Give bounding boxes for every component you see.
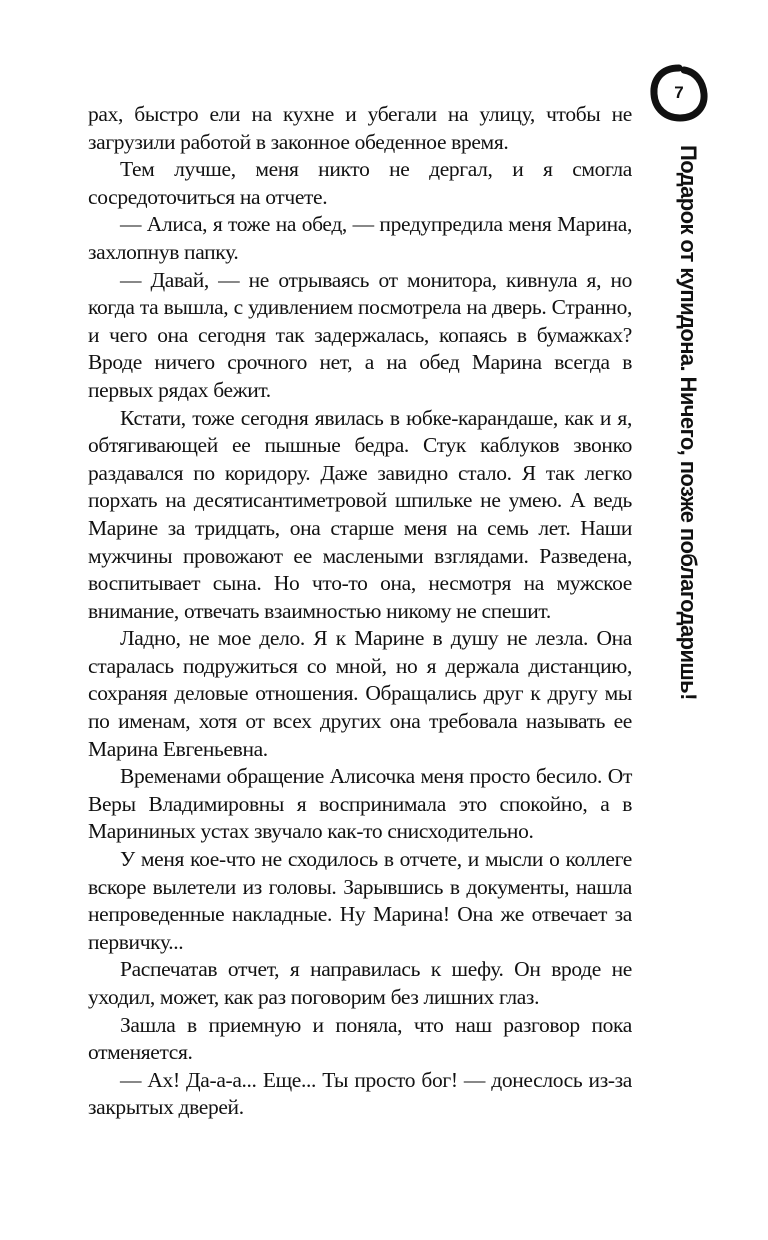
paragraph: рах, быстро ели на кухне и убегали на улицу, чтобы не загрузили работой в законное обеденное время.	[88, 102, 632, 154]
body-text	[88, 101, 632, 1122]
paragraph: Тем лучше, меня никто не дергал, и я смогла сосредоточиться на отчете.	[88, 157, 632, 209]
page-number-badge	[648, 64, 710, 122]
paragraph: — Ах! Да-а-а... Еще... Ты просто бог! — донеслось из-за закрытых дверей.	[88, 1067, 632, 1120]
running-title: Подарок от купидона. Ничего, позже поблагодаришь!	[676, 145, 701, 700]
paragraph: Распечатав отчет, я направилась к шефу. Он вроде не уходил, может, как раз поговорим без лишних глаз.	[88, 957, 632, 1009]
paragraph: Временами обращение Алисочка меня просто бесило. От Веры Владимировны я воспринимала это спокойно, а в Марининых устах звучало как-то снисходительно.	[88, 764, 632, 844]
paragraph: — Алиса, я тоже на обед, — предупредила меня Марина, захлопнув папку.	[88, 212, 632, 264]
paragraph: У меня кое-что не сходилось в отчете, и мысли о коллеге вскоре вылетели из головы. Зарывшись в документы, нашла непроведенные накладные. Ну Марина! Она же отвечает за первичку...	[88, 847, 632, 954]
paragraph: — Давай, — не отрываясь от монитора, кивнула я, но когда та вышла, с удивлением посмотрела на дверь. Странно, и чего она сегодня так задержалась, копаясь в бумажках? Вроде ничего срочного нет, а на обед Марина всегда в первых рядах бежит.	[88, 267, 632, 402]
page-number: 7	[674, 83, 684, 102]
paragraph: Зашла в приемную и поняла, что наш разговор пока отменяется.	[88, 1012, 632, 1065]
paragraph: Ладно, не мое дело. Я к Марине в душу не лезла. Она старалась подружиться со мной, но я держала дистанцию, сохраняя деловые отношения. Обращались друг к другу мы по именам, хотя от всех других она требовала называть ее Марина Евгеньевна.	[88, 626, 632, 761]
paragraph: Кстати, тоже сегодня явилась в юбке-карандаше, как и я, обтягивающей ее пышные бедра. Стук каблуков звонко раздавался по коридору. Даже завидно стало. Я так легко порхать на десятисантиметровой шпильке не умею. А ведь Марине за тридцать, она старше меня на семь лет. Наши мужчины провожают ее маслеными взглядами. Разведена, воспитывает сына. Но что-то она, несмотря на мужское внимание, отвечать взаимностью никому не спешит.	[88, 405, 632, 623]
